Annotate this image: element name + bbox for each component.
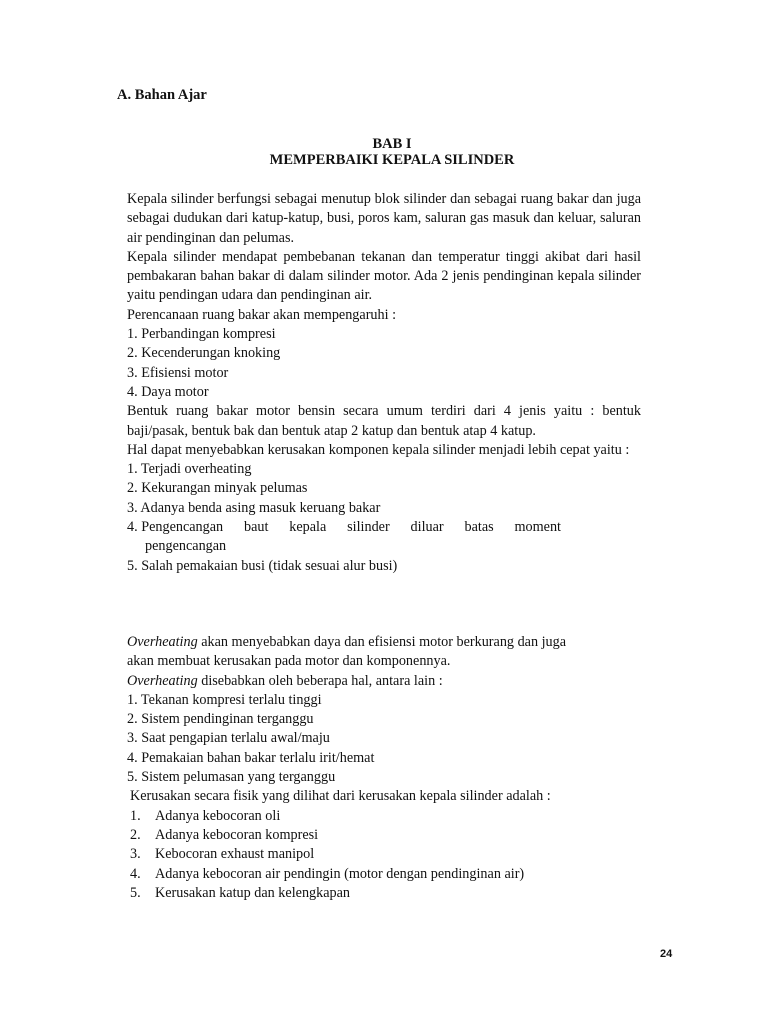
chapter-title: MEMPERBAIKI KEPALA SILINDER: [269, 152, 515, 168]
list-influences: [127, 325, 641, 402]
paragraph-physical-damage: Kerusakan secara fisik yang dilihat dari kerusakan kepala silinder adalah :: [130, 788, 551, 805]
list-item-4-line: 4. Pengencangan baut kepala silinder diluar batas moment: [127, 519, 561, 536]
list-item: 3. Kebocoran exhaust manipol: [130, 846, 315, 863]
paragraph-planning: Perencanaan ruang bakar akan mempengaruhi :: [127, 306, 397, 323]
paragraph-overheating-effect-line2: akan membuat kerusakan pada motor dan komponennya.: [127, 653, 451, 670]
body-block-1: [127, 190, 641, 576]
chapter-label: BAB I: [372, 136, 412, 152]
list-item: 4. Daya motor: [127, 383, 209, 400]
list-item: 1. Adanya kebocoran oli: [130, 807, 281, 824]
body-block-2: [127, 633, 641, 903]
paragraph-function: Kepala silinder berfungsi sebagai menutup blok silinder dan sebagai ruang bakar dan juga sebagai dudukan dari katup-katup, busi, poros kam, saluran gas masuk dan keluar, saluran air pendinginan dan pelumas.: [127, 191, 641, 246]
paragraph-load: Kepala silinder mendapat pembebanan tekanan dan temperatur tinggi akibat dari hasil pembakaran bahan bakar di dalam silinder motor. Ada 2 jenis pendinginan kepala silinder yaitu pendingan udara dan pendinginan air.: [127, 248, 641, 304]
list-item: 1. Perbandingan kompresi: [127, 326, 276, 343]
paragraph-overheating-effect: Overheating akan menyebabkan daya dan efisiensi motor berkurang dan juga: [127, 634, 567, 650]
list-item: 5. Salah pemakaian busi (tidak sesuai alur busi): [127, 557, 398, 574]
list-damage-causes: [127, 460, 641, 576]
list-item: 3. Efisiensi motor: [127, 364, 229, 381]
list-item: 3. Adanya benda asing masuk keruang bakar: [127, 499, 381, 516]
list-item: 5. Sistem pelumasan yang terganggu: [127, 769, 336, 786]
list-item: [127, 518, 641, 557]
list-item: 2. Kecenderungan knoking: [127, 345, 281, 362]
list-item: 5. Kerusakan katup dan kelengkapan: [130, 884, 351, 901]
paragraph-damage-causes: Hal dapat menyebabkan kerusakan komponen kepala silinder menjadi lebih cepat yaitu :: [127, 441, 630, 458]
list-item: 1. Terjadi overheating: [127, 461, 252, 478]
list-item: 4. Pemakaian bahan bakar terlalu irit/hemat: [127, 749, 375, 766]
list-physical-damage: [127, 807, 641, 903]
list-item: 2. Kekurangan minyak pelumas: [127, 480, 308, 497]
list-item-4-continuation: pengencangan: [145, 538, 227, 555]
page-number: 24: [660, 948, 673, 960]
list-overheating-causes: [127, 691, 641, 787]
paragraph-shapes: Bentuk ruang bakar motor bensin secara umum terdiri dari 4 jenis yaitu : bentuk baji/pasak, bentuk bak dan bentuk atap 2 katup dan bentuk atap 4 katup.: [127, 403, 641, 439]
list-item: 2. Sistem pendinginan terganggu: [127, 711, 314, 728]
list-item: 2. Adanya kebocoran kompresi: [130, 826, 319, 843]
list-item: 4. Adanya kebocoran air pendingin (motor dengan pendinginan air): [130, 865, 525, 882]
paragraph-overheating-causes: Overheating disebabkan oleh beberapa hal, antara lain :: [127, 672, 443, 689]
list-item: 1. Tekanan kompresi terlalu tinggi: [127, 691, 322, 708]
section-heading: A. Bahan Ajar: [117, 87, 207, 103]
list-item: 3. Saat pengapian terlalu awal/maju: [127, 730, 330, 747]
